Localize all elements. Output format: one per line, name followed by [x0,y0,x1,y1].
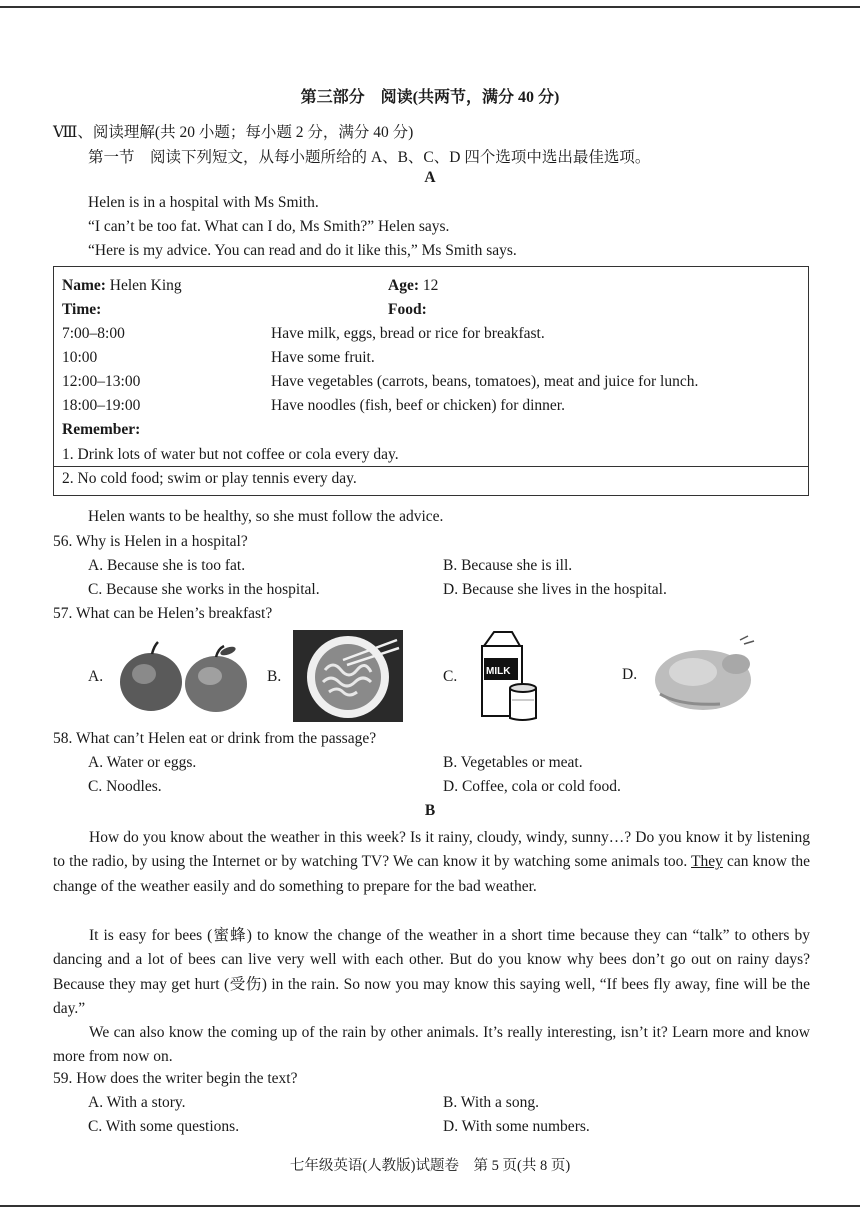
passage-b-letter: B [424,802,436,819]
q57-label-c: C. [443,668,458,685]
passage-b-paragraph-3: We can also know the coming up of the rain by other animals. It’s really interesting, isn’t it? Learn more and know more from now on. [53,1024,810,1066]
roast-chicken-image [648,634,758,714]
food-label: Food: [388,301,427,318]
q56-option-b: B. Because she is ill. [443,557,573,574]
card-divider [54,466,808,467]
q58-option-c: C. Noodles. [88,778,162,795]
noodle-bowl-image [293,630,403,722]
q58-stem: 58. What can’t Helen eat or drink from the passage? [53,730,377,747]
schedule-food-2: Have some fruit. [271,349,375,366]
age-field [388,277,438,295]
q56-option-d: D. Because she lives in the hospital. [443,581,667,598]
age-label: Age: [388,277,419,294]
passage-b-paragraph-2: It is easy for bees (蜜蜂) to know the change of the weather in a short time because they can “talk” to others by dancing and a lot of bees can live very well with each other. But do you know why bees don’t go out on rainy days? Because they may get hurt (受伤) in the rain. So now you may know this saying well, “If bees fly away, fine will be the day.” [53,927,810,1018]
q56-stem: 56. Why is Helen in a hospital? [53,533,248,550]
age-value: 12 [422,277,439,294]
name-value: Helen King [109,277,182,294]
remember-label: Remember: [62,421,141,438]
schedule-food-3: Have vegetables (carrots, beans, tomatoes), meat and juice for lunch. [271,373,699,390]
passage-a-letter: A [424,169,436,186]
passage-a-line-3: “Here is my advice. You can read and do it like this,” Ms Smith says. [88,242,517,259]
underlined-word: They [691,853,723,871]
page-footer: 七年级英语(人教版)试题卷 第 5 页(共 8 页) [289,1158,571,1174]
passage-a-closing: Helen wants to be healthy, so she must follow the advice. [88,508,444,525]
part-title: 第三部分 阅读(共两节，满分 40 分) [300,89,560,106]
advice-card [53,266,809,496]
q59-option-d: D. With some numbers. [443,1118,590,1135]
q59-stem: 59. How does the writer begin the text? [53,1070,298,1087]
q58-option-b: B. Vegetables or meat. [443,754,583,771]
q57-stem: 57. What can be Helen’s breakfast? [53,605,273,622]
q59-option-b: B. With a song. [443,1094,539,1111]
schedule-time-4: 18:00–19:00 [62,397,141,414]
name-label: Name: [62,277,106,294]
passage-b-paragraph-1: How do you know about the weather in this week? Is it rainy, cloudy, windy, sunny…? Do you know it by listening to the radio, by using the Internet or by watching TV? We can know it by watching some animals too. They can know the change of the weather easily and do something to prepare for the bad weather. [53,829,811,895]
schedule-food-1: Have milk, eggs, bread or rice for breakfast. [271,325,545,342]
q57-label-d: D. [622,666,638,683]
remember-item-2: 2. No cold food; swim or play tennis every day. [62,470,357,487]
milk-carton-image [472,628,546,722]
schedule-time-2: 10:00 [62,349,98,366]
q58-option-a: A. Water or eggs. [88,754,197,771]
schedule-time-1: 7:00–8:00 [62,325,125,342]
q57-label-b: B. [267,668,282,685]
milk-carton-text: MILK [486,666,511,677]
remember-item-1: 1. Drink lots of water but not coffee or cola every day. [62,446,399,463]
bottom-border-line [0,1205,860,1207]
q59-option-a: A. With a story. [88,1094,186,1111]
q56-option-c: C. Because she works in the hospital. [88,581,320,598]
q57-label-a: A. [88,668,104,685]
apples-image [116,640,250,714]
time-label: Time: [62,301,102,318]
name-field [62,277,182,295]
top-border-line [0,6,860,8]
q58-option-d: D. Coffee, cola or cold food. [443,778,621,795]
passage-a-line-2: “I can’t be too fat. What can I do, Ms Smith?” Helen says. [88,218,450,235]
instruction: 第一节 阅读下列短文，从每小题所给的 A、B、C、D 四个选项中选出最佳选项。 [88,149,651,166]
q56-option-a: A. Because she is too fat. [88,557,246,574]
schedule-time-3: 12:00–13:00 [62,373,141,390]
q59-option-c: C. With some questions. [88,1118,240,1135]
section-heading: Ⅷ、阅读理解(共 20 小题；每小题 2 分，满分 40 分) [53,124,414,141]
passage-a-line-1: Helen is in a hospital with Ms Smith. [88,194,319,211]
schedule-food-4: Have noodles (fish, beef or chicken) for dinner. [271,397,565,414]
